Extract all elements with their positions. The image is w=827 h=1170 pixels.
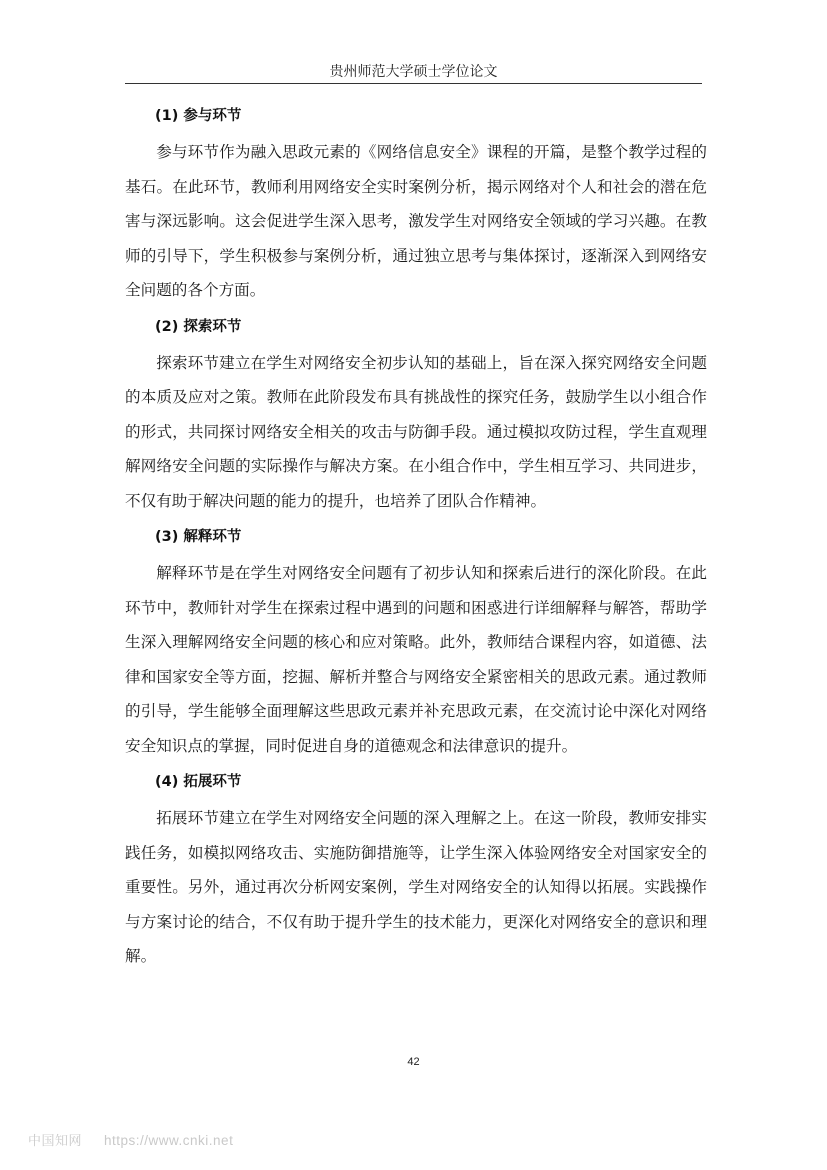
section-heading: (1) 参与环节 [155,108,242,124]
section-heading: (4) 拓展环节 [155,774,242,790]
section-paragraph: 拓展环节建立在学生对网络安全问题的深入理解之上。在这一阶段，教师安排实践任务，如模拟网络攻击、实施防御措施等，让学生深入体验网络安全对国家安全的重要性。另外，通过再次分析网安案例，学生对网络安全的认知得以拓展。实践操作与方案讨论的结合，不仅有助于提升学生的技术能力，更深化对网络安全的意识和理解。 [125,809,707,965]
section-paragraph: 参与环节作为融入思政元素的《网络信息安全》课程的开篇，是整个教学过程的基石。在此环节，教师利用网络安全实时案例分析，揭示网络对个人和社会的潜在危害与深远影响。这会促进学生深入思考，激发学生对网络安全领域的学习兴趣。在教师的引导下，学生积极参与案例分析，通过独立思考与集体探讨，逐渐深入到网络安全问题的各个方面。 [125,143,707,299]
section-explanation [125,518,707,763]
running-header-title: 贵州师范大学硕士学位论文 [329,64,498,80]
section-paragraph: 解释环节是在学生对网络安全问题有了初步认知和探索后进行的深化阶段。在此环节中，教师针对学生在探索过程中遇到的问题和困惑进行详细解释与解答，帮助学生深入理解网络安全问题的核心和应对策略。此外，教师结合课程内容，如道德、法律和国家安全等方面，挖掘、解析并整合与网络安全紧密相关的思政元素。通过教师的引导，学生能够全面理解这些思政元素并补充思政元素，在交流讨论中深化对网络安全知识点的掌握，同时促进自身的道德观念和法律意识的提升。 [125,564,707,755]
page-body [125,97,707,974]
section-heading: (2) 探索环节 [155,318,242,335]
section-paragraph: 探索环节建立在学生对网络安全初步认知的基础上，旨在深入探究网络安全问题的本质及应对之策。教师在此阶段发布具有挑战性的探究任务，鼓励学生以小组合作的形式，共同探讨网络安全相关的攻击与防御手段。通过模拟攻防过程，学生直观理解网络安全问题的实际操作与解决方案。在小组合作中，学生相互学习、共同进步，不仅有助于解决问题的能力的提升，也培养了团队合作精神。 [125,353,707,510]
section-exploration [125,308,707,519]
page-number: 42 [407,1056,420,1068]
watermark-brand: 中国知网 [28,1134,83,1149]
header-rule [125,83,702,84]
section-extension [125,763,707,974]
section-participation [125,97,707,308]
watermark-url: https://www.cnki.net [104,1133,234,1148]
section-heading: (3) 解释环节 [155,529,242,545]
cnki-watermark [28,1130,233,1149]
